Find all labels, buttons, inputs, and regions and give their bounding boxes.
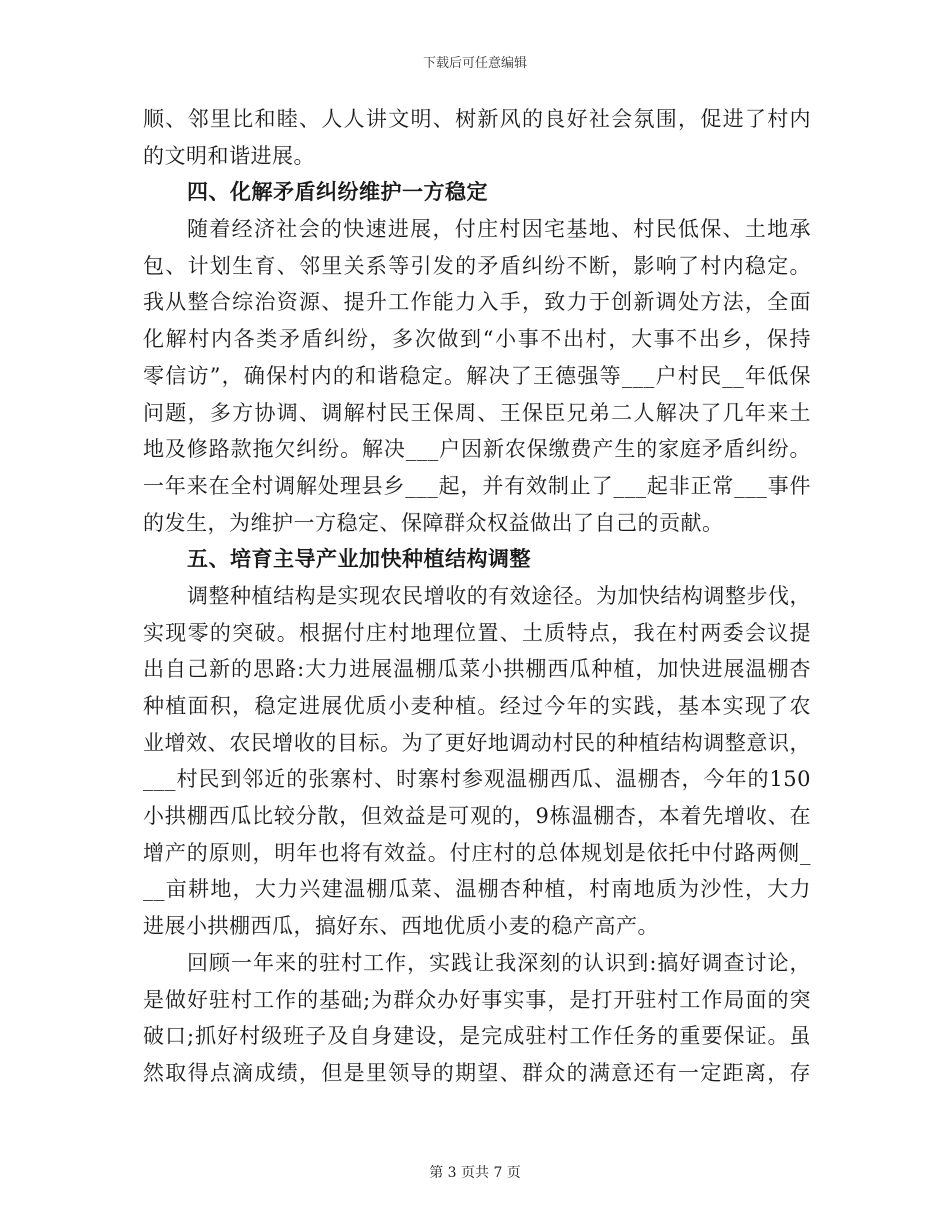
body-line: 实现零的突破。根据付庄村地理位置、土质特点，我在村两委会议提	[143, 620, 811, 645]
body-line: 一年来在全村调解处理县乡___起，并有效制止了___起非正常___事件	[143, 473, 811, 498]
body-line: 种植面积，稳定进展优质小麦种植。经过今年的实践，基本实现了农	[143, 694, 811, 718]
body-line: 问题，多方协调、调解村民王保周、王保臣兄弟二人解决了几年来土	[143, 400, 811, 425]
body-line: 小拱棚西瓜比较分散，但效益是可观的，9栋温棚杏，本着先增收、在	[143, 804, 811, 829]
body-line: 破口;抓好村级班子及自身建设，是完成驻村工作任务的重要保证。虽	[143, 1024, 811, 1049]
section-heading: 五、培育主导产业加快种植结构调整	[187, 547, 531, 572]
body-line: 增产的原则，明年也将有效益。付庄村的总体规划是依托中付路两侧_	[143, 840, 811, 865]
body-line: 的发生，为维护一方稳定、保障群众权益做出了自己的贡献。	[143, 510, 724, 535]
body-line: ___村民到邻近的张寨村、时寨村参观温棚西瓜、温棚杏，今年的150	[143, 767, 811, 792]
document-body	[143, 101, 811, 1092]
body-line: 的文明和谐进展。	[143, 143, 315, 168]
body-line: 随着经济社会的快速进展，付庄村因宅基地、村民低保、土地承	[187, 217, 811, 242]
body-line: 进展小拱棚西瓜，搞好东、西地优质小麦的稳产高产。	[143, 914, 659, 939]
body-line: 是做好驻村工作的基础;为群众办好事实事，是打开驻村工作局面的突	[143, 987, 811, 1012]
page-number-footer: 第 3 页共 7 页	[429, 1165, 521, 1181]
body-line: 出自己新的思路:大力进展温棚瓜菜小拱棚西瓜种植，加快进展温棚杏	[143, 657, 811, 682]
body-line: 回顾一年来的驻村工作，实践让我深刻的认识到:搞好调查讨论，	[187, 950, 811, 975]
section-heading: 四、化解矛盾纠纷维护一方稳定	[187, 180, 488, 205]
body-line: 地及修路款拖欠纠纷。解决___户因新农保缴费产生的家庭矛盾纠纷。	[143, 437, 811, 462]
body-line: 然取得点滴成绩，但是里领导的期望、群众的满意还有一定距离，存	[143, 1060, 811, 1085]
body-line: 业增效、农民增收的目标。为了更好地调动村民的种植结构调整意识，	[143, 730, 811, 755]
body-line: 零信访”，确保村内的和谐稳定。解决了王德强等___户村民__年低保	[143, 363, 811, 388]
body-line: 顺、邻里比和睦、人人讲文明、树新风的良好社会氛围，促进了村内	[143, 107, 811, 131]
body-line: __亩耕地，大力兴建温棚瓜菜、温棚杏种植，村南地质为沙性，大力	[143, 877, 811, 902]
body-line: 调整种植结构是实现农民增收的有效途径。为加快结构调整步伐，	[187, 583, 811, 608]
body-line: 包、计划生育、邻里关系等引发的矛盾纠纷不断，影响了村内稳定。	[143, 253, 811, 278]
body-line: 化解村内各类矛盾纠纷，多次做到“小事不出村，大事不出乡，保持	[143, 327, 811, 352]
body-line: 我从整合综治资源、提升工作能力入手，致力于创新调处方法，全面	[143, 290, 811, 315]
page-header: 下载后可任意编辑	[422, 56, 527, 71]
